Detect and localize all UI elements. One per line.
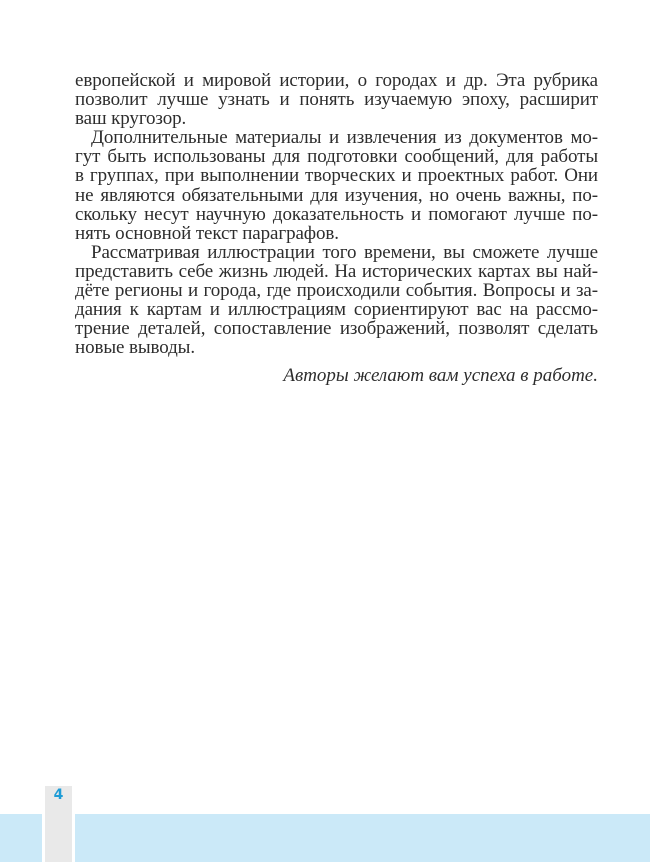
authors-signature: Авторы желают вам успеха в работе.: [283, 365, 598, 386]
text-line: представить себе жизнь людей. На исторических картах вы най-: [75, 260, 598, 282]
text-line: не являются обязательными для изучения, но очень важны, по-: [75, 184, 598, 206]
text-line: в группах, при выполнении творческих и проектных работ. Они: [75, 165, 598, 187]
text-line: нять основной текст параграфов.: [75, 222, 339, 244]
text-line: Рассматривая иллюстрации того времени, вы сможете лучше: [91, 241, 598, 263]
text-line: Дополнительные материалы и извлечения из документов мо-: [91, 127, 598, 149]
text-line: ваш кругозор.: [75, 108, 187, 130]
text-line: трение деталей, сопоставление изображений, позволят сделать: [75, 318, 598, 340]
text-line: гут быть использованы для подготовки сообщений, для работы: [75, 146, 598, 168]
footer-band: [0, 814, 650, 862]
text-line: позволит лучше узнать и понять изучаемую эпоху, расширит: [75, 89, 598, 111]
body-text: [75, 71, 598, 357]
text-line: дёте регионы и города, где происходили события. Вопросы и за-: [75, 280, 598, 302]
page-number-bar: [42, 786, 75, 862]
text-line: дания к картам и иллюстрациям сориентируют вас на рассмо-: [75, 299, 598, 321]
page-number: 4: [53, 787, 64, 803]
text-line: европейской и мировой истории, о городах и др. Эта рубрика: [75, 70, 598, 91]
text-line: скольку несут научную доказательность и помогают лучше по-: [75, 203, 598, 225]
text-line: новые выводы.: [75, 337, 196, 359]
